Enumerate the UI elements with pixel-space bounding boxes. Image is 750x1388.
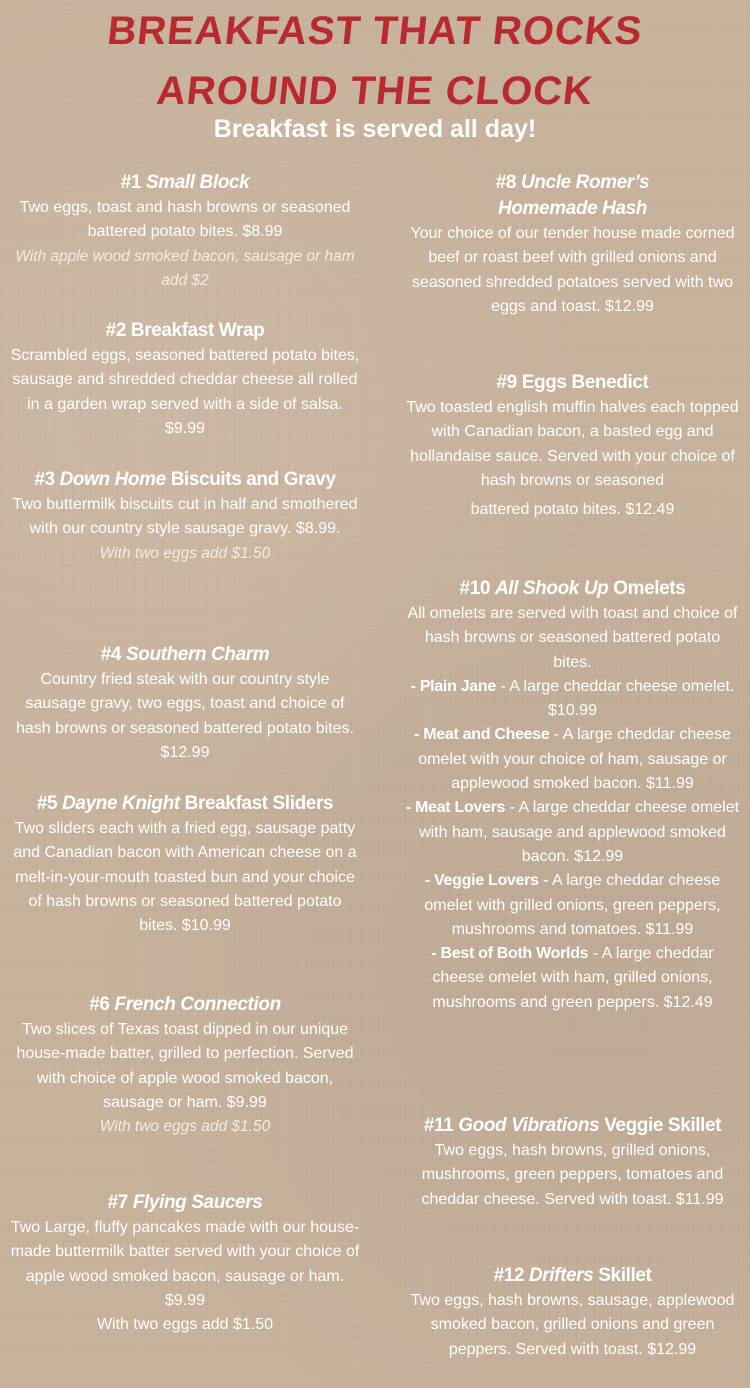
menu-item-description: Two eggs, toast and hash browns or seasoned battered potato bites. $8.99 bbox=[19, 199, 351, 241]
menu-item-description: Country fried steak with our country style sausage gravy, two eggs, toast and choice of hash browns or seasoned battered potato bites. $12.99 bbox=[16, 671, 354, 761]
menu-item-3 bbox=[10, 467, 360, 566]
menu-item-description: Two sliders each with a fried egg, sausage patty and Canadian bacon with American cheese on a melt-in-your-mouth toasted bun and your choice of hash browns or seasoned battered potato bites. $10.99 bbox=[13, 820, 357, 935]
menu-title-line2: AROUND THE CLOCK bbox=[154, 69, 596, 113]
menu-item-title: #7 Flying Saucers bbox=[107, 1192, 263, 1213]
menu-item-description: Two Large, fluffy pancakes made with our house-made buttermilk batter served with your choice of apple wood smoked bacon, sausage or ham. $9.99 bbox=[10, 1219, 360, 1309]
menu-item-11 bbox=[405, 1113, 740, 1212]
menu-item-title: #5 Dayne Knight Breakfast Sliders bbox=[36, 793, 334, 814]
menu-item-description: Two eggs, hash browns, grilled onions, mushrooms, green peppers, tomatoes and cheddar cheese. Served with toast. $11.99 bbox=[421, 1142, 724, 1208]
menu-item-description: Two toasted english muffin halves each topped with Canadian bacon, a basted egg and hollandaise sauce. Served with your choice of hash browns or seasoned bbox=[406, 399, 739, 489]
menu-item-9 bbox=[405, 370, 740, 522]
menu-item-title: #1 Small Block bbox=[120, 172, 250, 193]
menu-item-title: #2 Breakfast Wrap bbox=[105, 320, 265, 341]
omelet-option: - Veggie Lovers - A large cheddar cheese omelet with grilled onions, green peppers, mushrooms and tomatoes. $11.99 bbox=[424, 872, 721, 938]
menu-item-7 bbox=[10, 1190, 360, 1337]
menu-item-12 bbox=[405, 1263, 740, 1362]
menu-item-5 bbox=[10, 791, 360, 938]
menu-item-title: #8 Uncle Romer’s bbox=[495, 172, 650, 193]
omelet-option: - Best of Both Worlds - A large cheddar cheese omelet with ham, grilled onions, mushrooms and green peppers. $12.49 bbox=[431, 945, 714, 1011]
menu-item-title-line2: Homemade Hash bbox=[498, 198, 647, 219]
omelet-option: - Meat and Cheese - A large cheddar cheese omelet with your choice of ham, sausage or applewood smoked bacon. $11.99 bbox=[414, 726, 731, 793]
menu-item-addon-note: With two eggs add $1.50 bbox=[99, 1118, 271, 1136]
menu-item-1 bbox=[10, 170, 360, 293]
menu-item-description: Two buttermilk biscuits cut in half and smothered with our country style sausage gravy. $8.99. bbox=[12, 496, 358, 538]
menu-item-title: #11 Good Vibrations Veggie Skillet bbox=[423, 1115, 722, 1136]
menu-item-title: #4 Southern Charm bbox=[100, 644, 270, 665]
menu-item-description-end: battered potato bites. $12.49 bbox=[470, 501, 675, 519]
menu-item-description: Two slices of Texas toast dipped in our unique house-made batter, grilled to perfection. Served with choice of apple wood smoked bacon, sausage or ham. $9.99 bbox=[16, 1021, 354, 1111]
menu-item-10 bbox=[405, 576, 740, 1015]
menu-item-2 bbox=[10, 318, 360, 441]
menu-item-4 bbox=[10, 642, 360, 765]
menu-item-description: Your choice of our tender house made corned beef or roast beef with grilled onions and seasoned shredded potatoes served with two eggs and toast. $12.99 bbox=[410, 225, 735, 315]
omelet-option: - Meat Lovers - A large cheddar cheese omelet with ham, sausage and applewood smoked bacon. $12.99 bbox=[405, 799, 740, 865]
menu-item-addon-note: With apple wood smoked bacon, sausage or ham add $2 bbox=[15, 247, 355, 289]
menu-item-8 bbox=[405, 170, 740, 319]
menu-item-title: #6 French Connection bbox=[89, 994, 281, 1015]
menu-item-6 bbox=[10, 992, 360, 1139]
menu-item-addon-note: With two eggs add $1.50 bbox=[99, 544, 271, 562]
menu-item-title: #3 Down Home Biscuits and Gravy bbox=[34, 469, 336, 490]
menu-item-addon-note: With two eggs add $1.50 bbox=[96, 1316, 274, 1334]
omelet-option: - Plain Jane - A large cheddar cheese omelet. $10.99 bbox=[410, 677, 735, 720]
menu-item-description: All omelets are served with toast and choice of hash browns or seasoned battered potato bites. bbox=[407, 605, 738, 671]
menu-item-description: Scrambled eggs, seasoned battered potato bites, sausage and shredded cheddar cheese all rolled in a garden wrap served with a side of salsa. $9.99 bbox=[10, 347, 360, 437]
menu-item-title: #9 Eggs Benedict bbox=[496, 372, 649, 393]
menu-title-line1: BREAKFAST THAT ROCKS bbox=[105, 9, 645, 53]
menu-subtitle: Breakfast is served all day! bbox=[213, 115, 537, 143]
menu-item-title: #12 Drifters Skillet bbox=[493, 1265, 652, 1286]
menu-item-description: Two eggs, hash browns, sausage, applewood smoked bacon, grilled onions and green peppers. Served with toast. $12.99 bbox=[410, 1292, 735, 1358]
menu-item-title: #10 All Shook Up Omelets bbox=[459, 578, 686, 599]
